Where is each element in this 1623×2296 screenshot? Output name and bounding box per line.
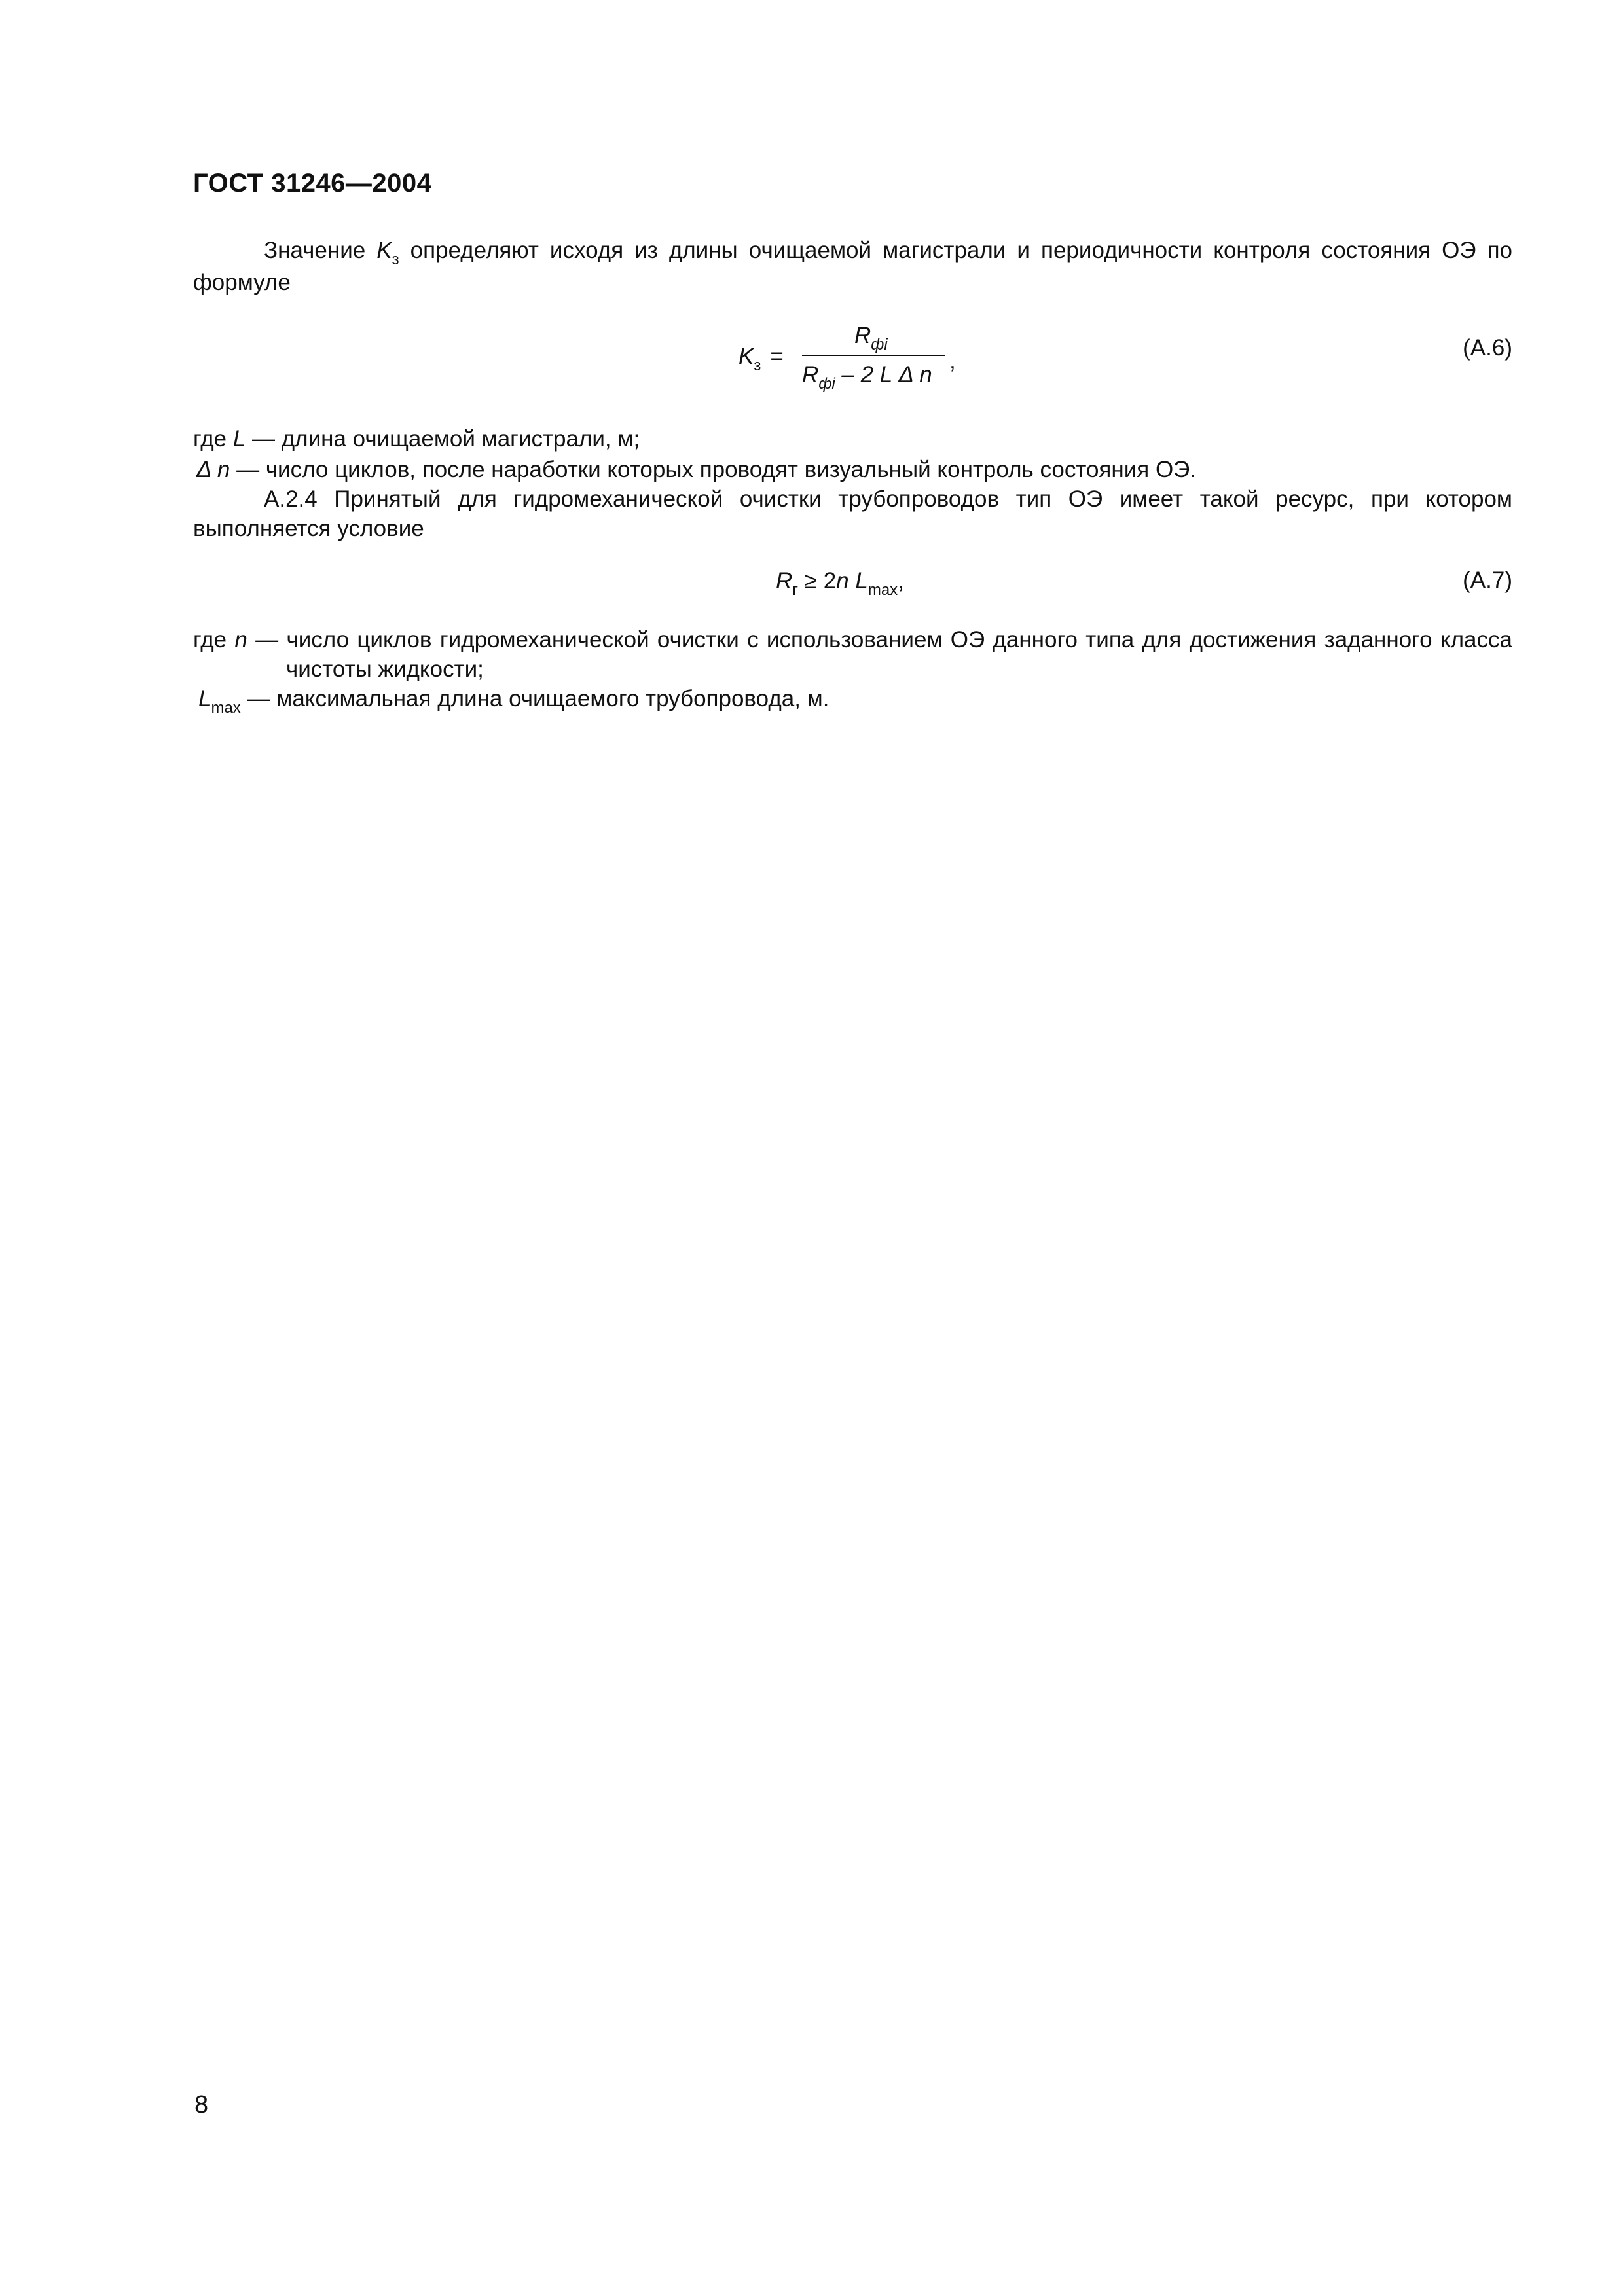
paragraph-k3-intro — [193, 236, 1512, 297]
def-delta-n — [196, 455, 1196, 484]
para1-symbol: K — [376, 238, 392, 263]
formula-a6-den-sub: фi — [818, 375, 835, 393]
def2-lmax-term: L — [198, 686, 211, 711]
formula-a6-trail: , — [949, 348, 956, 374]
formula-a7-expression — [776, 568, 904, 599]
formula-a6-lhs-sub: з — [754, 357, 761, 374]
formula-a6-den-rest: – 2 L Δ n — [835, 362, 932, 387]
formula-a6-num-sub: фi — [871, 336, 888, 353]
formula-a7-number: (А.7) — [1463, 567, 1512, 593]
para1-text-before: Значение — [264, 238, 377, 263]
formula-a7-middle: ≥ 2 — [798, 568, 837, 594]
formula-a6-numerator — [854, 323, 888, 353]
def1-dn-term: Δ n — [196, 457, 230, 482]
def2-lmax-sub: max — [211, 699, 241, 717]
def2-n-text: — число циклов гидромеханической очистки с использованием ОЭ данного типа для достижения заданного класса чистоты жидкости; — [247, 627, 1512, 682]
def-lmax — [198, 684, 829, 716]
formula-a6-number: (А.6) — [1463, 335, 1512, 361]
formula-a6-fraction-bar — [802, 355, 945, 356]
page-number: 8 — [194, 2091, 209, 2119]
formula-a7-l-symbol: L — [848, 568, 868, 594]
def2-where: где — [193, 627, 235, 653]
formula-a6-equals: = — [770, 344, 784, 369]
para1-symbol-sub: з — [392, 251, 399, 268]
formula-a6-lhs-symbol: K — [739, 344, 754, 369]
formula-a7-l-sub: max — [867, 581, 898, 599]
formula-a6-num-symbol: R — [854, 323, 871, 348]
formula-a7-r-symbol: R — [776, 568, 793, 594]
def1-where: где — [193, 426, 233, 452]
def-where-l — [193, 424, 640, 454]
formula-a7-r-sub: г — [792, 581, 799, 599]
formula-a7-n-symbol: n — [836, 568, 849, 594]
def1-l-text: — длина очищаемой магистрали, м; — [246, 426, 640, 452]
def1-dn-text: — число циклов, после наработки которых проводят визуальный контроль состояния ОЭ. — [230, 457, 1197, 482]
formula-a6-denominator — [802, 362, 932, 393]
para1-text-after: определяют исходя из длины очищаемой магистрали и периодичности контроля состояния ОЭ по формуле — [193, 238, 1513, 295]
def2-n-term: n — [234, 627, 247, 653]
def2-lmax-text: — максимальная длина очищаемого трубопровода, м. — [240, 686, 830, 711]
formula-a6-lhs — [739, 344, 784, 374]
paragraph-a-2-4: А.2.4 Принятый для гидромеханической очистки трубопроводов тип ОЭ имеет такой ресурс, при котором выполняется условие — [193, 486, 1512, 541]
def-where-n — [193, 625, 1512, 684]
def1-l-term: L — [232, 426, 246, 452]
formula-a7-trail: , — [898, 568, 904, 594]
document-header: ГОСТ 31246—2004 — [193, 169, 432, 198]
formula-a6-den-symbol: R — [802, 362, 819, 387]
